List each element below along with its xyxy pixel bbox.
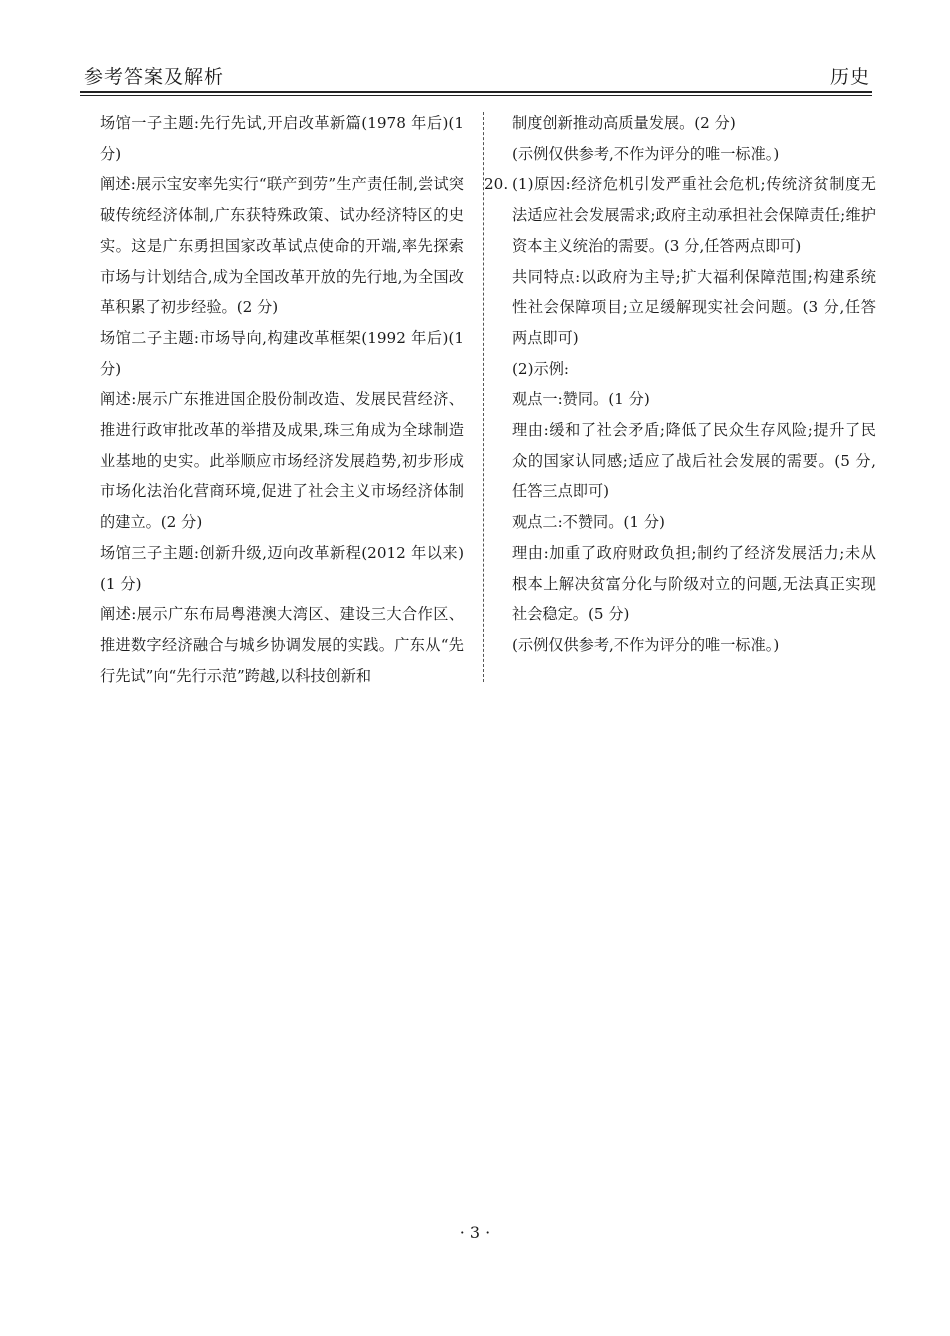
hall-3-theme: 场馆三子主题:创新升级,迈向改革新程(2012 年以来)(1 分) bbox=[100, 543, 464, 593]
question-20-common-features: 共同特点:以政府为主导;扩大福利保障范围;构建系统性社会保障项目;立足缓解现实社会问题。(3 分,任答两点即可) bbox=[512, 267, 876, 347]
viewpoint-2-reasons: 理由:加重了政府财政负担;制约了经济发展活力;未从根本上解决贫富分化与阶级对立的问题,无法真正实现社会稳定。(5 分) bbox=[512, 543, 876, 624]
hall-2-description: 阐述:展示广东推进国企股份制改造、发展民营经济、推进行政审批改革的举措及成果,珠三角成为全球制造业基地的史实。此举顺应市场经济发展趋势,初步形成市场化法治化营商环境,促进了社会主义市场经济体制的建立。(2 分) bbox=[100, 390, 464, 532]
viewpoint-1: 观点一:赞同。(1 分) bbox=[512, 390, 650, 409]
question-20-part-1-reasons bbox=[484, 169, 876, 261]
hall-1-theme: 场馆一子主题:先行先试,开启改革新篇(1978 年后)(1 分) bbox=[100, 114, 464, 163]
question-number: 20. bbox=[484, 175, 509, 194]
hall-2-theme: 场馆二子主题:市场导向,构建改革框架(1992 年后)(1 分) bbox=[100, 328, 464, 378]
header-rule-thick bbox=[80, 91, 872, 93]
hall-3-description-continued: 制度创新推动高质量发展。(2 分) bbox=[512, 114, 736, 132]
page-header bbox=[80, 58, 872, 92]
question-20-part-2-label: (2)示例: bbox=[512, 359, 570, 378]
right-column bbox=[484, 108, 876, 661]
hall-1-description: 阐述:展示宝安率先实行“联产到劳”生产责任制,尝试突破传统经济体制,广东获特殊政策、试办经济特区的史实。这是广东勇担国家改革试点使命的开端,率先探索市场与计划结合,成为全国改革开放的先行地,为全国改革积累了初步经验。(2 分) bbox=[100, 175, 464, 317]
viewpoint-2: 观点二:不赞同。(1 分) bbox=[512, 513, 665, 532]
sample-note-final: (示例仅供参考,不作为评分的唯一标准。) bbox=[512, 635, 780, 654]
page-number: · 3 · bbox=[459, 1223, 491, 1242]
hall-3-description: 阐述:展示广东布局粤港澳大湾区、建设三大合作区、推进数字经济融合与城乡协调发展的实践。广东从“先行先试”向“先行示范”跨越,以科技创新和 bbox=[100, 605, 464, 685]
sample-note: (示例仅供参考,不作为评分的唯一标准。) bbox=[512, 144, 780, 163]
header-title: 参考答案及解析 bbox=[84, 66, 225, 88]
header-rule-thin bbox=[80, 95, 872, 96]
question-20-reasons-text: (1)原因:经济危机引发严重社会危机;传统济贫制度无法适应社会发展需求;政府主动承担社会保障责任;维护资本主义统治的需要。(3 分,任答两点即可) bbox=[512, 175, 876, 255]
header-subject: 历史 bbox=[829, 66, 870, 88]
viewpoint-1-reasons: 理由:缓和了社会矛盾;降低了民众生存风险;提升了民众的国家认同感;适应了战后社会发展的需要。(5 分,任答三点即可) bbox=[512, 421, 876, 501]
left-column bbox=[100, 108, 464, 691]
